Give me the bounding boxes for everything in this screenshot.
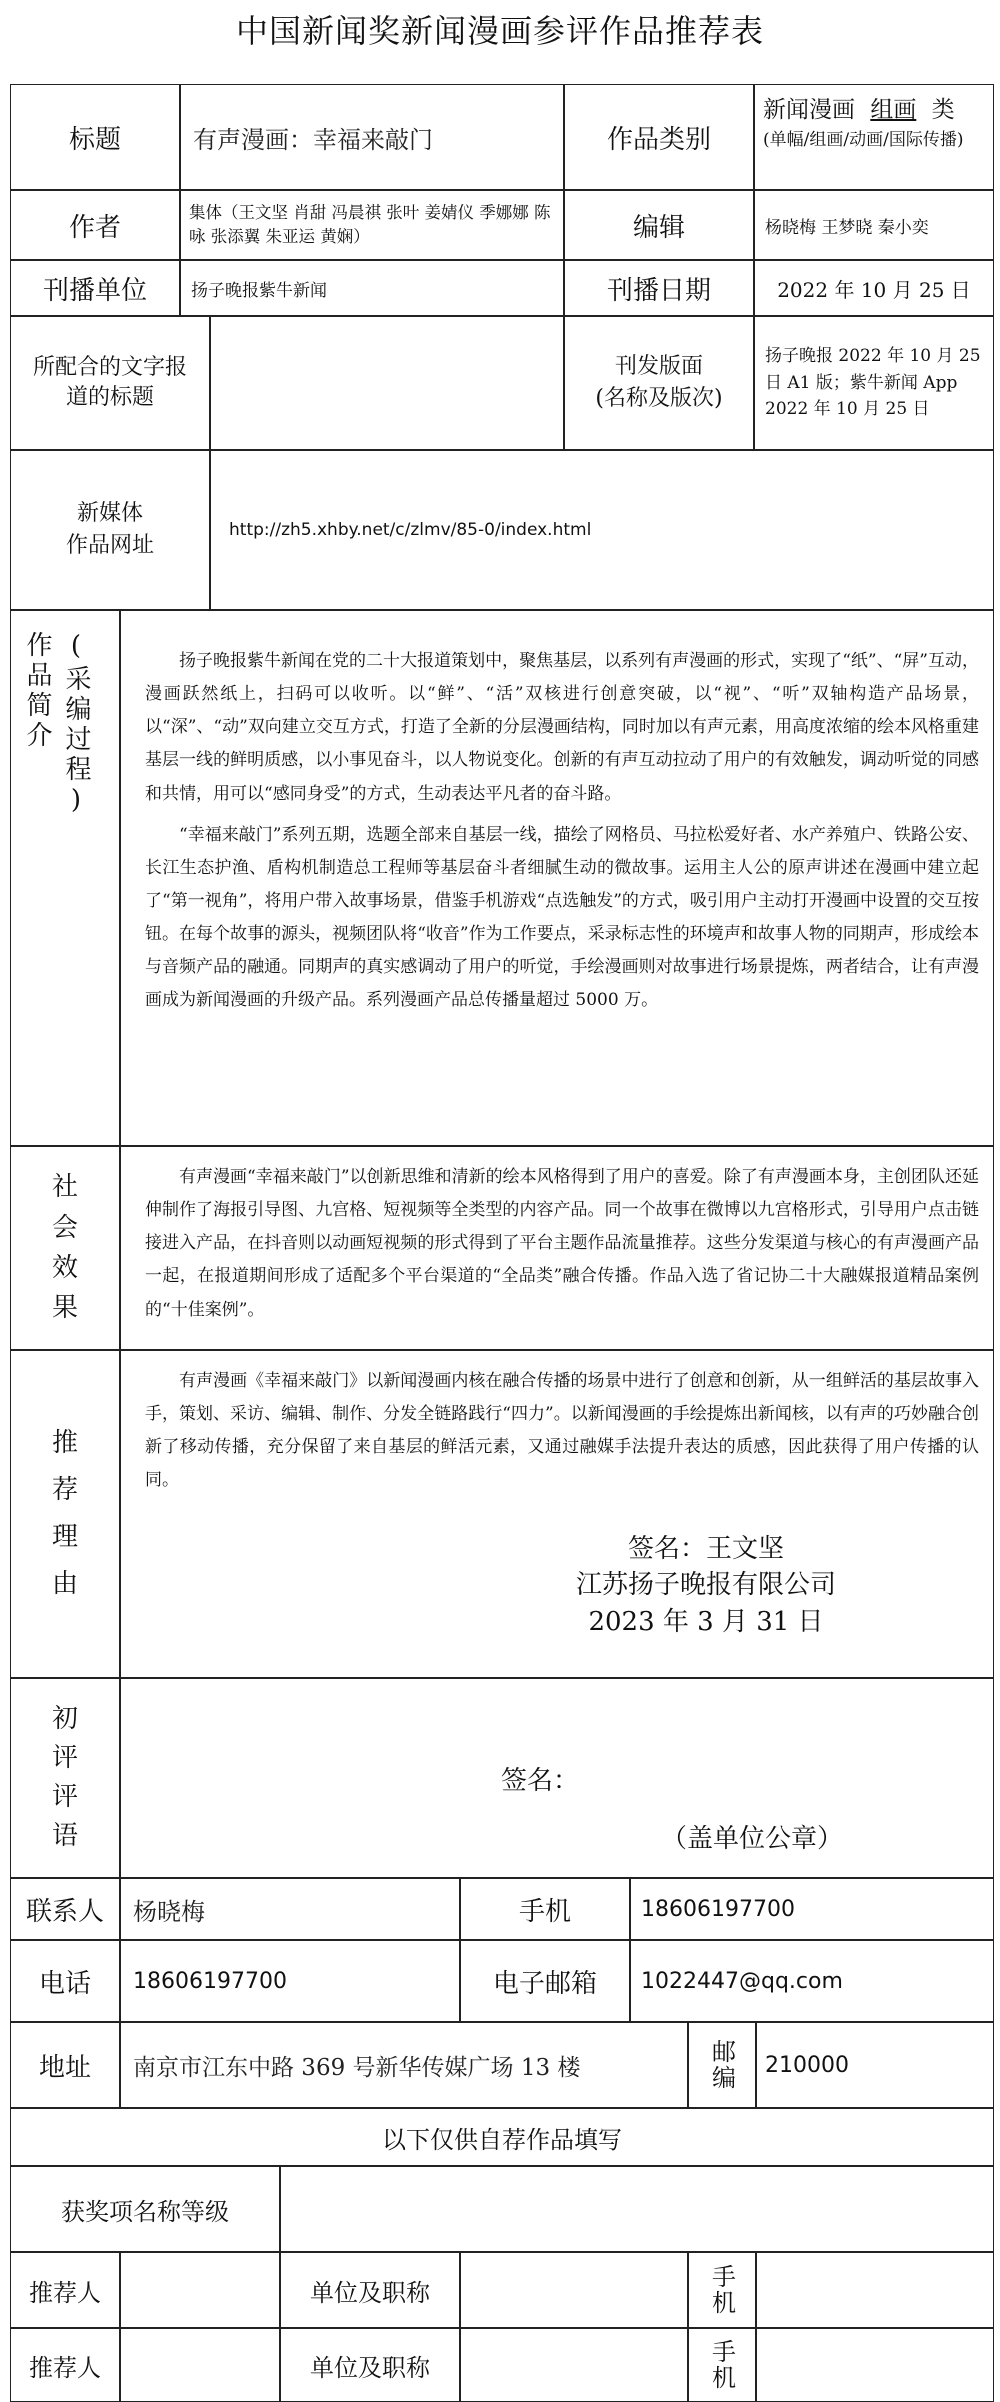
intro-content xyxy=(120,610,994,1146)
email-value[interactable]: 1022447@qq.com xyxy=(630,1940,994,2022)
intro-paragraph-1: 扬子晚报紫牛新闻在党的二十大报道策划中，聚焦基层，以系列有声漫画的形式，实现了“纸”、“屏”互动，漫画跃然纸上，扫码可以收听。以“鲜”、“活”双核进行创意突破，以“视”、“听”双轴构造产品场景，以“深”、“动”双向建立交互方式，打造了全新的分层漫画结构，同时加以有声元素，用高度浓缩的绘本风格重建基层一线的鲜明质感，以小事见奋斗，以人物说变化。创新的有声互动拉动了用户的有效触发，调动听觉的同感和共情，用可以“感同身受”的方式，生动表达平凡者的奋斗路。 xyxy=(145,651,979,804)
editor-label: 编辑 xyxy=(564,190,754,260)
review-label-char: 初 xyxy=(51,1704,78,1734)
mobile-value: 18606197700 xyxy=(630,1878,994,1940)
recommender-1-label: 推荐人 xyxy=(10,2252,120,2328)
reason-label-char: 推 xyxy=(51,1428,78,1459)
contact-label: 联系人 xyxy=(10,1878,120,1940)
report-title-label: 所配合的文字报道的标题 xyxy=(10,316,210,450)
intro-label-main: 作品简介 xyxy=(22,631,52,751)
url-value[interactable]: http://zh5.xhby.net/c/zlmv/85-0/index.html xyxy=(210,450,994,610)
edition-label-line1: 刊发版面 xyxy=(614,354,703,380)
publisher-value: 扬子晚报紫牛新闻 xyxy=(180,260,564,316)
zip-label-cell xyxy=(688,2022,756,2108)
reason-signature: 签名：王文坚 xyxy=(627,1534,784,1564)
intro-label xyxy=(10,610,120,1146)
review-label-char: 评 xyxy=(51,1782,78,1812)
review-label xyxy=(10,1678,120,1878)
effect-label-char: 社 xyxy=(51,1172,78,1203)
reason-label-char: 由 xyxy=(51,1568,78,1599)
recommender-1-value xyxy=(120,2252,280,2328)
category-choice: 组画 xyxy=(870,97,917,123)
category-cell xyxy=(754,84,994,190)
reason-label xyxy=(10,1350,120,1678)
effect-label-char: 会 xyxy=(51,1212,78,1243)
recommender-2-mobile-label: 手机 xyxy=(707,2339,736,2391)
award-value xyxy=(280,2166,994,2252)
reason-paragraph: 有声漫画《幸福来敲门》以新闻漫画内核在融合传播的场景中进行了创意和创新，从一组鲜活的基层故事入手，策划、采访、编辑、制作、分发全链路践行“四力”。以新闻漫画的手绘提炼出新闻核，以有声的巧妙融合创新了移动传播，充分保留了来自基层的鲜活元素，又通过融媒手法提升表达的质感，因此获得了用户传播的认同。 xyxy=(145,1371,979,1491)
edition-value: 扬子晚报 2022 年 10 月 25 日 A1 版；紫牛新闻 App 2022 年 10 月 25 日 xyxy=(754,316,994,450)
edition-label xyxy=(564,316,754,450)
phone-value: 18606197700 xyxy=(120,1940,460,2022)
title-label: 标题 xyxy=(10,84,180,190)
editor-value: 杨晓梅 王梦晓 秦小奕 xyxy=(754,190,994,260)
effect-label-char: 果 xyxy=(51,1293,78,1324)
zip-label: 邮编 xyxy=(707,2039,736,2091)
review-label-char: 语 xyxy=(51,1821,78,1851)
publisher-label: 刊播单位 xyxy=(10,260,180,316)
recommender-1-mobile-label: 手机 xyxy=(707,2264,736,2316)
author-label: 作者 xyxy=(10,190,180,260)
phone-label: 电话 xyxy=(10,1940,120,2022)
self-section-header: 以下仅供自荐作品填写 xyxy=(10,2108,994,2166)
award-label: 获奖项名称等级 xyxy=(10,2166,280,2252)
recommender-2-value xyxy=(120,2328,280,2402)
effect-content xyxy=(120,1146,994,1350)
edition-label-line2: (名称及版次) xyxy=(595,386,723,411)
url-label xyxy=(10,450,210,610)
category-label: 作品类别 xyxy=(564,84,754,190)
mobile-label: 手机 xyxy=(460,1878,630,1940)
review-content xyxy=(120,1678,994,1878)
reason-content xyxy=(120,1350,994,1678)
recommendation-form xyxy=(10,84,994,2402)
email-label: 电子邮箱 xyxy=(460,1940,630,2022)
author-value: 集体（王文坚 肖甜 冯晨祺 张叶 姜婧仪 季娜娜 陈咏 张添翼 朱亚运 黄娴） xyxy=(180,190,564,260)
recommender-1-unit-value xyxy=(460,2252,688,2328)
recommender-1-mobile-cell xyxy=(688,2252,756,2328)
intro-label-sub: (采编过程) xyxy=(61,631,91,819)
zip-value: 210000 xyxy=(756,2022,994,2108)
recommender-2-label: 推荐人 xyxy=(10,2328,120,2402)
recommender-2-unit-label: 单位及职称 xyxy=(280,2328,460,2402)
url-label-line2: 作品网址 xyxy=(65,533,154,558)
recommender-2-unit-value xyxy=(460,2328,688,2402)
effect-label xyxy=(10,1146,120,1350)
recommender-1-mobile-value xyxy=(756,2252,994,2328)
category-suffix: 类 xyxy=(931,97,955,123)
reason-signature-block xyxy=(541,1531,871,1640)
recommender-1-unit-label: 单位及职称 xyxy=(280,2252,460,2328)
category-options: (单幅/组画/动画/国际传播) xyxy=(763,130,964,150)
page-title: 中国新闻奖新闻漫画参评作品推荐表 xyxy=(235,12,764,50)
title-value: 有声漫画：幸福来敲门 xyxy=(180,84,564,190)
intro-paragraph-2: “幸福来敲门”系列五期，选题全部来自基层一线，描绘了网格员、马拉松爱好者、水产养殖户、铁路公安、长江生态护渔、盾构机制造总工程师等基层奋斗者细腻生动的微故事。运用主人公的原声讲述在漫画中建立起了“第一视角”，将用户带入故事场景，借鉴手机游戏“点选触发”的方式，吸引用户主动打开漫画中设置的交互按钮。在每个故事的源头，视频团队将“收音”作为工作要点，采录标志性的环境声和故事人物的同期声，形成绘本与音频产品的融通。同期声的真实感调动了用户的听觉，手绘漫画则对故事进行场景提炼，两者结合，让有声漫画成为新闻漫画的升级产品。系列漫画产品总传播量超过 5000 万。 xyxy=(145,824,979,1011)
review-label-char: 评 xyxy=(51,1743,78,1773)
address-label: 地址 xyxy=(10,2022,120,2108)
effect-label-char: 效 xyxy=(51,1253,78,1283)
report-title-value xyxy=(210,316,564,450)
date-value: 2022 年 10 月 25 日 xyxy=(754,260,994,316)
reason-label-char: 荐 xyxy=(51,1475,78,1506)
review-seal: （盖单位公章） xyxy=(661,1824,844,1854)
reason-label-char: 理 xyxy=(51,1522,78,1552)
url-label-line1: 新媒体 xyxy=(76,501,143,527)
reason-organization: 江苏扬子晚报有限公司 xyxy=(575,1570,836,1601)
contact-value: 杨晓梅 xyxy=(120,1878,460,1940)
date-label: 刊播日期 xyxy=(564,260,754,316)
address-value: 南京市江东中路 369 号新华传媒广场 13 楼 xyxy=(120,2022,688,2108)
reason-date: 2023 年 3 月 31 日 xyxy=(588,1606,824,1637)
top-edge-mark xyxy=(40,0,80,4)
category-prefix: 新闻漫画 xyxy=(763,97,855,123)
recommender-2-mobile-cell xyxy=(688,2328,756,2402)
effect-paragraph: 有声漫画“幸福来敲门”以创新思维和清新的绘本风格得到了用户的喜爱。除了有声漫画本身，主创团队还延伸制作了海报引导图、九宫格、短视频等全类型的内容产品。同一个故事在微博以九宫格形式，引导用户点击链接进入产品，在抖音则以动画短视频的形式得到了平台主题作品流量推荐。这些分发渠道与核心的有声漫画产品一起，在报道期间形成了适配多个平台渠道的“全品类”融合传播。作品入选了省记协二十大融媒报道精品案例的“十佳案例”。 xyxy=(145,1167,979,1320)
review-signature: 签名： xyxy=(501,1766,580,1796)
recommender-2-mobile-value xyxy=(756,2328,994,2402)
